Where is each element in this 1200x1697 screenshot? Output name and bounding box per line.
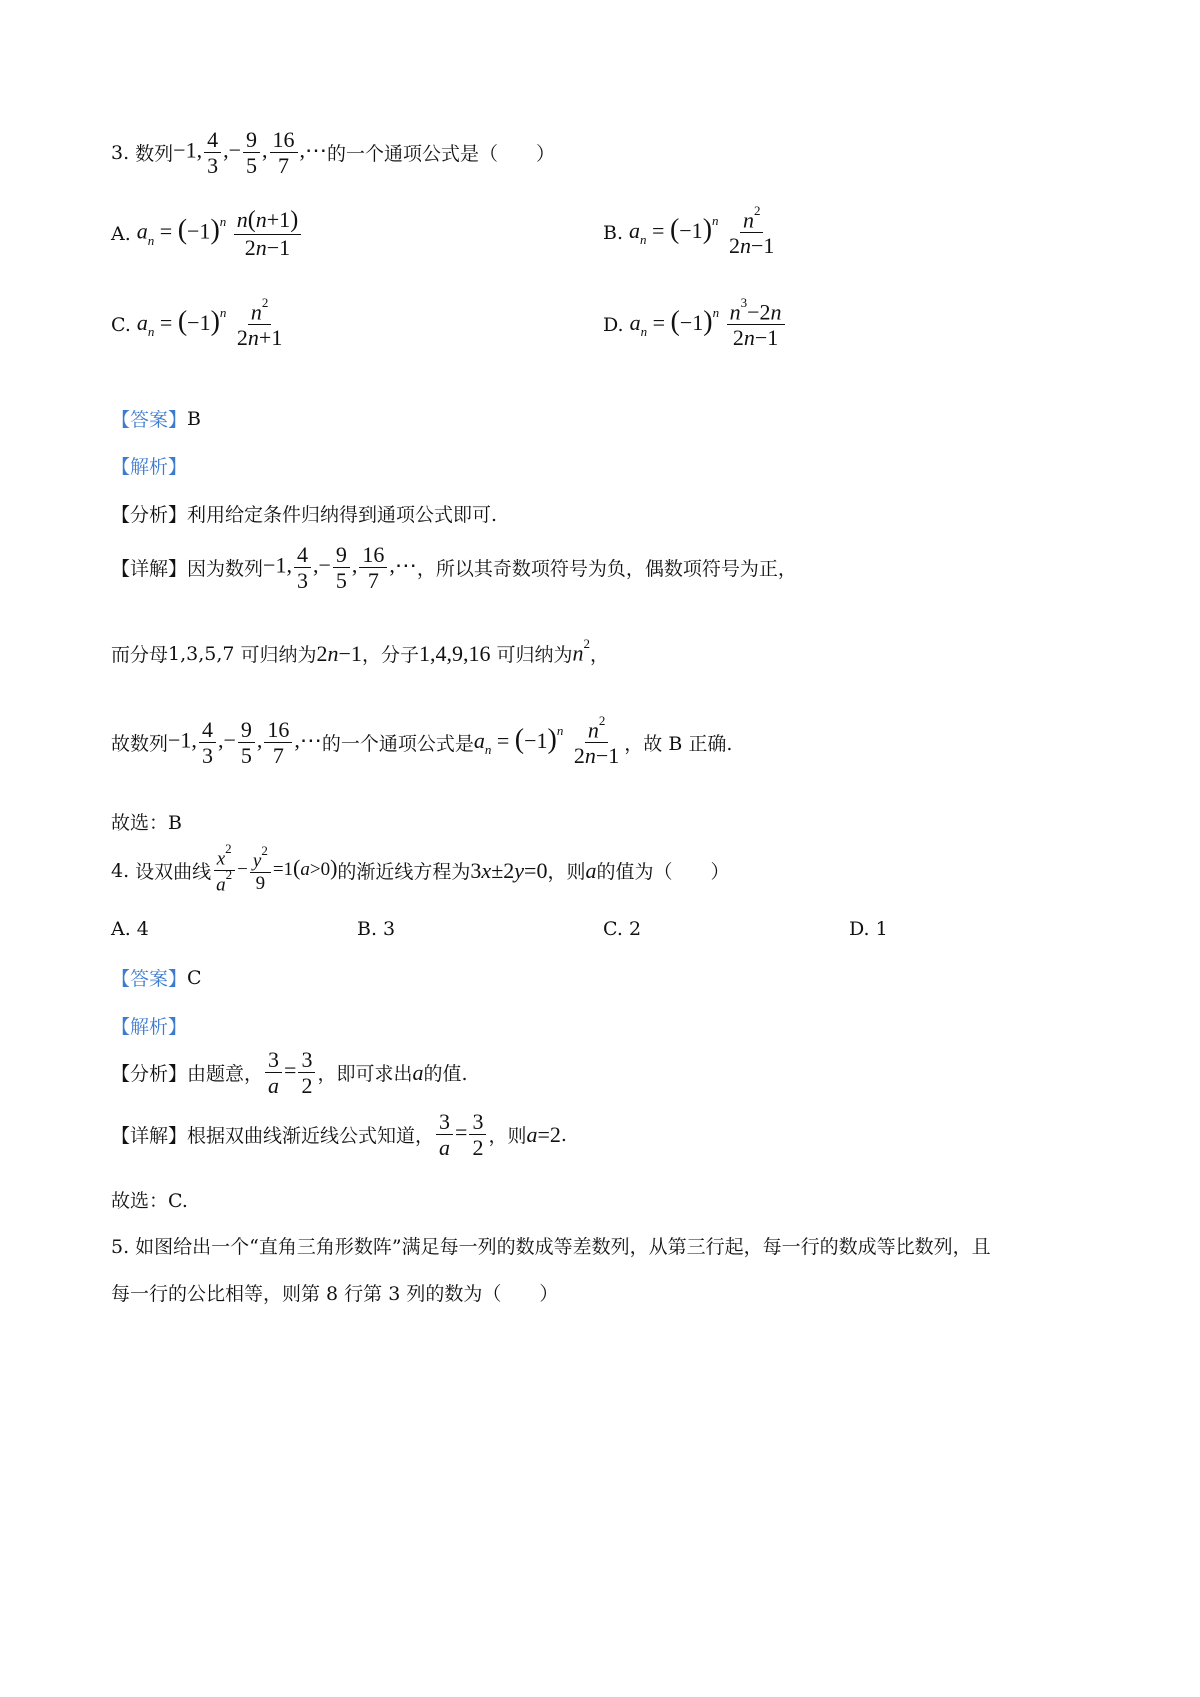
q3-option-a-formula: $a_n = (-1)^n$ $\frac{n(n+1)}{2n-1}$ xyxy=(137,208,303,259)
q3-option-d[interactable]: D. $a_n = (-1)^n$ $\frac{n^3-2n}{2n-1}$ xyxy=(603,300,787,350)
q4-option-b[interactable]: B. 3 xyxy=(357,918,396,940)
q3-answer-label: 【答案】 xyxy=(111,409,188,431)
q4-analysis-heading: 【解析】 xyxy=(111,1016,188,1038)
q3-stem-prefix: 数列 xyxy=(135,143,174,166)
q4-guxuan: 故选：C. xyxy=(111,1190,188,1212)
q4-fenxi: 【分析】 由题意， $\frac{3}{a}$ = $\frac{3}{2}$ ，即可求出 a 的值. xyxy=(111,1047,468,1099)
q5-line1: 5. 如图给出一个“直角三角形数阵”满足每一列的数成等差数列，从第三行起，每一行的数成等比数列，且 xyxy=(111,1236,991,1258)
q3-option-d-formula: $a_n = (-1)^n$ $\frac{n^3-2n}{2n-1}$ xyxy=(630,300,787,350)
q5-line2: 每一行的公比相等，则第 8 行第 3 列的数为（ ） xyxy=(111,1283,559,1305)
q3-fenxi: 【分析】 利用给定条件归纳得到通项公式即可. xyxy=(111,504,498,526)
q4-option-d[interactable]: D. 1 xyxy=(849,918,888,940)
q3-xiangjie-line1: 【详解】 因为数列 −1, $\frac{4}{3}$ ,− $\frac{9}{5}$ , $\frac{16}{7}$ ,⋯ ，所以其奇数项符号为负，偶数项符号为正， xyxy=(111,542,797,594)
q3-xiangjie-line2: 而分母 1,3,5,7 可归纳为 2n−1 ，分子 1,4,9,16 可归纳为 $n^2$ ， xyxy=(111,636,609,666)
q3-analysis-heading: 【解析】 xyxy=(111,456,188,478)
q3-option-c[interactable]: C. $a_n = (-1)^n$ $\frac{n^2}{2n+1}$ xyxy=(111,300,287,350)
q3-option-a[interactable]: A. $a_n = (-1)^n$ $\frac{n(n+1)}{2n-1}$ xyxy=(111,208,303,259)
q4-answer: 【答案】 C xyxy=(111,966,202,990)
q3-guxuan: 故选：B xyxy=(111,812,182,834)
q3-option-c-formula: $a_n = (-1)^n$ $\frac{n^2}{2n+1}$ xyxy=(136,295,283,351)
q3-answer-value: B xyxy=(187,407,201,430)
q3-xiangjie-line3: 故数列 −1, $\frac{4}{3}$ ,− $\frac{9}{5}$ , $\frac{16}{7}$ ,⋯ 的一个通项公式是 $a_n = (-1)^n$ $\frac{n^2}{2n-1}$ ，故 B 正确. xyxy=(111,713,733,769)
q4-xiangjie: 【详解】 根据双曲线渐近线公式知道， $\frac{3}{a}$ = $\frac{3}{2}$ ，则 a=2 . xyxy=(111,1109,567,1161)
q4-stem: 4. 设双曲线 $\frac{x^2}{a^2}$ − $\frac{y^2}{9}$ =1(a>0) 的渐近线方程为 3x±2y=0 ，则 a 的值为（ ） xyxy=(111,841,730,896)
q3-answer xyxy=(111,405,201,432)
q3-option-b[interactable]: B. $a_n = (-1)^n$ $\frac{n^2}{2n-1}$ xyxy=(603,208,779,258)
q3-stem-suffix: 的一个通项公式是（ ） xyxy=(327,143,556,166)
q3-number: 3. xyxy=(111,141,130,164)
q3-sequence: −1, $\frac{4}{3}$ ,− $\frac{9}{5}$ , $\frac{16}{7}$ ,⋯ xyxy=(173,127,327,179)
q4-option-a[interactable]: A. 4 xyxy=(111,918,149,940)
q4-hyperbola: $\frac{x^2}{a^2}$ − $\frac{y^2}{9}$ =1(a>0) xyxy=(211,846,337,896)
q4-number: 4. xyxy=(111,859,130,882)
q3-option-b-formula: $a_n = (-1)^n$ $\frac{n^2}{2n-1}$ xyxy=(629,203,775,259)
q4-option-c[interactable]: C. 2 xyxy=(603,918,642,940)
q3-stem xyxy=(111,128,555,177)
